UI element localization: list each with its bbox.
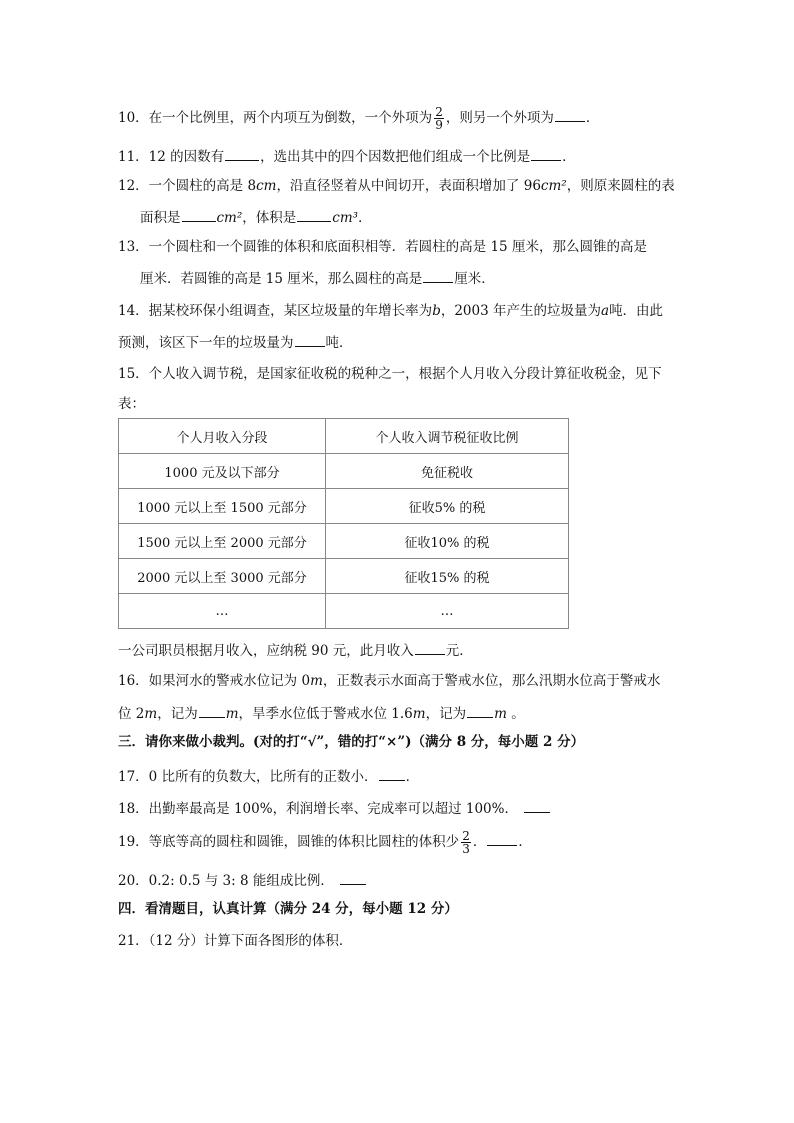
table-cell: 1000 元以上至 1500 元部分	[119, 489, 326, 524]
answer-blank[interactable]	[531, 146, 561, 161]
table-row	[119, 559, 569, 594]
answer-blank[interactable]	[225, 146, 259, 161]
section-3-heading: 三．请你来做小裁判。(对的打“√”，错的打“×”)（满分 8 分，每小题 2 分）	[118, 734, 585, 750]
table-cell: 征收10% 的税	[326, 524, 569, 559]
answer-blank[interactable]	[297, 207, 331, 222]
fraction-2-9: $\frac{2}{9}$	[435, 105, 443, 132]
answer-blank[interactable]	[199, 703, 225, 718]
table-cell: 免征税收	[326, 454, 569, 489]
question-11: 11．12 的因数有 ，选出其中的四个因数把他们组成一个比例是 ．	[118, 146, 576, 166]
table-cell: …	[326, 594, 569, 629]
table-row	[119, 594, 569, 629]
table-cell: 2000 元以上至 3000 元部分	[119, 559, 326, 594]
question-10: 10．在一个比例里，两个内项互为倒数，一个外项为 $\frac{2}{9}$ ，则另一个外项为 ．	[118, 105, 600, 132]
table-header: 个人收入调节税征收比例	[326, 419, 569, 454]
question-15: 15．个人收入调节税，是国家征收税的税种之一，根据个人月收入分段计算征收税金，见下	[118, 366, 662, 382]
table-cell: 1000 元及以下部分	[119, 454, 326, 489]
table-cell: …	[119, 594, 326, 629]
question-16-cont: 位 2m，记为 m，旱季水位低于警戒水位 1.6m，记为 m 。	[118, 703, 525, 723]
question-13-cont: 厘米．若圆锥的高是 15 厘米，那么圆柱的高是 厘米．	[140, 268, 495, 288]
table-row	[119, 454, 569, 489]
question-15-end: 一公司职员根据月收入，应纳税 90 元，此月收入 元．	[118, 640, 473, 660]
answer-blank[interactable]	[295, 332, 325, 347]
table-row	[119, 524, 569, 559]
answer-blank[interactable]	[487, 831, 517, 846]
question-18: 18．出勤率最高是 100%，利润增长率、完成率可以超过 100%．	[118, 798, 551, 818]
table-cell: 征收5% 的税	[326, 489, 569, 524]
question-13: 13．一个圆柱和一个圆锥的体积和底面积相等．若圆柱的高是 15 厘米，那么圆锥的高是	[118, 239, 647, 255]
question-21: 21．（12 分）计算下面各图形的体积．	[118, 933, 353, 949]
table-header: 个人月收入分段	[119, 419, 326, 454]
section-4-heading: 四．看清题目，认真计算（满分 24 分，每小题 12 分）	[118, 901, 458, 917]
question-20: 20．0.2: 0.5 与 3: 8 能组成比例．	[118, 870, 367, 890]
question-16: 16．如果河水的警戒水位记为 0m，正数表示水面高于警戒水位，那么汛期水位高于警戒水	[118, 673, 661, 689]
answer-blank[interactable]	[555, 107, 585, 122]
question-19: 19．等底等高的圆柱和圆锥，圆锥的体积比圆柱的体积少 $\frac{2}{3}$ ． ．	[118, 829, 532, 856]
question-12: 12．一个圆柱的高是 8cm，沿直径竖着从中间切开，表面积增加了 96cm²，则原来圆柱的表	[118, 178, 675, 194]
answer-blank[interactable]	[182, 207, 216, 222]
table-row	[119, 489, 569, 524]
question-17: 17．0 比所有的负数大，比所有的正数小． ．	[118, 766, 419, 786]
question-15-cont: 表：	[118, 396, 145, 412]
answer-blank[interactable]	[415, 640, 445, 655]
table-header-row	[119, 419, 569, 454]
question-14-cont: 预测，该区下一年的垃圾量为 吨．	[118, 332, 353, 352]
answer-blank[interactable]	[524, 798, 550, 813]
tax-rate-table	[118, 418, 569, 629]
table-cell: 征收15% 的税	[326, 559, 569, 594]
answer-blank[interactable]	[423, 268, 453, 283]
answer-blank[interactable]	[467, 703, 493, 718]
table-cell: 1500 元以上至 2000 元部分	[119, 524, 326, 559]
answer-blank[interactable]	[379, 766, 405, 781]
question-12-cont: 面积是 cm²，体积是 cm³．	[140, 207, 372, 227]
question-14: 14．据某校环保小组调查，某区垃圾量的年增长率为b，2003 年产生的垃圾量为a吨．由此	[118, 303, 664, 319]
q10-text: 10．在一个比例里，两个内项互为倒数，一个外项为	[118, 110, 433, 126]
answer-blank[interactable]	[340, 870, 366, 885]
fraction-2-3: $\frac{2}{3}$	[462, 829, 470, 856]
q10-text-b: ，则另一个外项为	[445, 110, 554, 126]
